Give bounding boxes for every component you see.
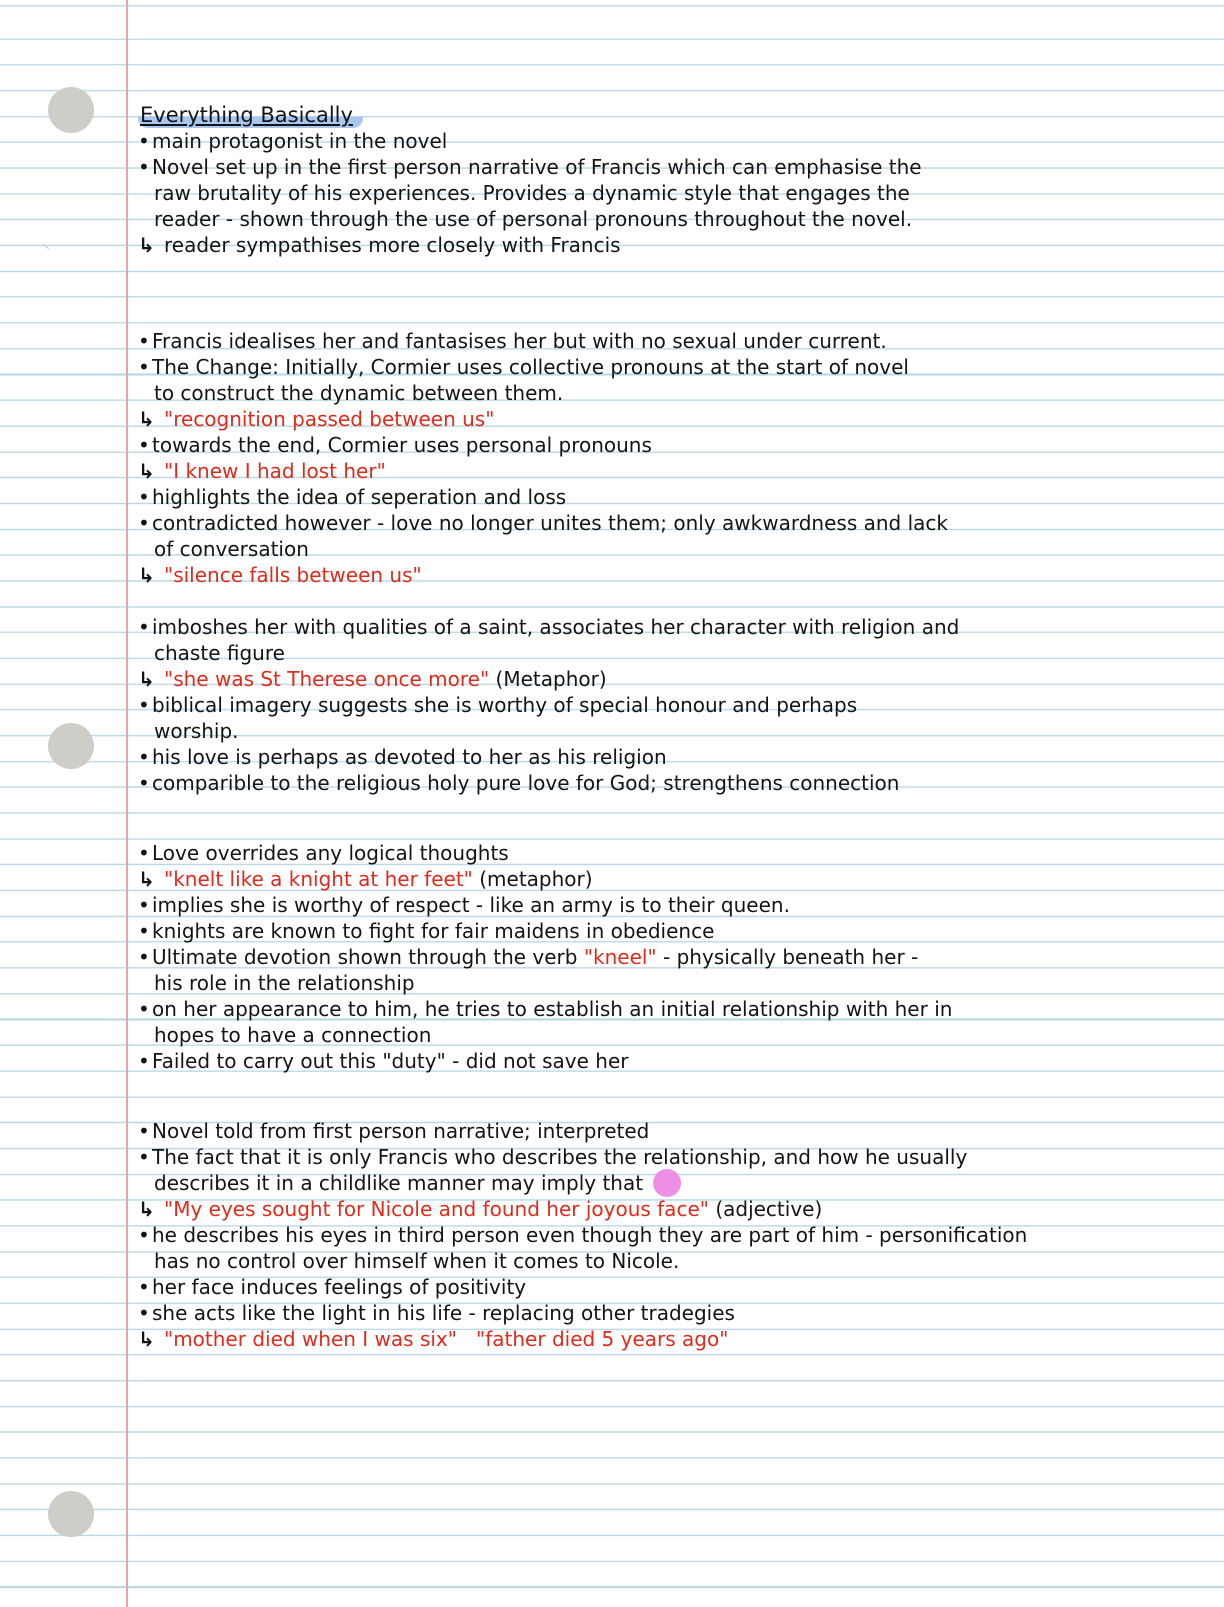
note-line [138, 510, 1208, 536]
title-line [138, 102, 1208, 128]
note-text: on her appearance to him, he tries to establish an initial relationship with her in [152, 997, 953, 1021]
note-text: reader sympathises more closely with Francis [164, 233, 621, 257]
note-text: her face induces feelings of positivity [152, 1275, 527, 1299]
bullet-icon: • [138, 1145, 150, 1169]
device-label: (Metaphor) [495, 667, 607, 691]
note-line [138, 1326, 1208, 1352]
note-line [138, 640, 1208, 666]
note-text: worship. [154, 719, 239, 743]
margin-line [126, 0, 128, 1607]
note-text: chaste figure [154, 641, 285, 665]
note-line [138, 562, 1208, 588]
arrow-icon: ↳ [138, 407, 155, 431]
bullet-icon: • [138, 329, 150, 353]
note-line [138, 1048, 1208, 1074]
bullet-icon: • [138, 433, 150, 457]
bullet-icon: • [138, 745, 150, 769]
note-line [138, 354, 1208, 380]
quote-text: "My eyes sought for Nicole and found her joyous face" [164, 1197, 709, 1221]
note-text: Love overrides any logical thoughts [152, 841, 509, 865]
bullet-icon: • [138, 1119, 150, 1143]
note-text: Francis idealises her and fantasises her but with no sexual under current. [152, 329, 887, 353]
note-text: Novel set up in the first person narrative of Francis which can emphasise the [152, 155, 922, 179]
quote-text: "knelt like a knight at her feet" [164, 867, 473, 891]
note-line [138, 1022, 1208, 1048]
pencil-mark [43, 244, 50, 250]
note-line [138, 866, 1208, 892]
arrow-icon: ↳ [138, 667, 155, 691]
note-line [138, 206, 1208, 232]
bullet-icon: • [138, 615, 150, 639]
quote-text: "silence falls between us" [164, 563, 422, 587]
note-line [138, 484, 1208, 510]
note-text: his love is perhaps as devoted to her as his religion [152, 745, 667, 769]
note-line [138, 614, 1208, 640]
note-line [138, 432, 1208, 458]
note-line [138, 692, 1208, 718]
handwritten-notes [138, 102, 1208, 1352]
note-text: towards the end, Cormier uses personal pronouns [152, 433, 652, 457]
note-line [138, 770, 1208, 796]
note-text: Ultimate devotion shown through the verb [152, 945, 578, 969]
note-text: describes it in a childlike manner may imply that [154, 1171, 644, 1195]
note-line [138, 1170, 1208, 1196]
note-text: she acts like the light in his life - replacing other tradegies [152, 1301, 735, 1325]
arrow-icon: ↳ [138, 867, 155, 891]
device-label: (metaphor) [479, 867, 593, 891]
note-line [138, 1248, 1208, 1274]
note-text: Failed to carry out this "duty" - did not save her [152, 1049, 629, 1073]
note-text: reader - shown through the use of personal pronouns throughout the novel. [154, 207, 913, 231]
note-text: implies she is worthy of respect - like an army is to their queen. [152, 893, 790, 917]
note-text: he describes his eyes in third person even though they are part of him - personification [152, 1223, 1028, 1247]
bullet-icon: • [138, 693, 150, 717]
note-line [138, 744, 1208, 770]
note-line [138, 840, 1208, 866]
punch-hole [48, 87, 94, 133]
note-line [138, 406, 1208, 432]
note-text: Novel told from first person narrative; interpreted [152, 1119, 650, 1143]
sticker-icon [653, 1169, 681, 1197]
note-line [138, 944, 1208, 970]
note-text: has no control over himself when it comes to Nicole. [154, 1249, 680, 1273]
page-title: Everything Basically [138, 102, 363, 128]
quote-text: "kneel" [583, 945, 657, 969]
note-text: - physically beneath her - [663, 945, 919, 969]
bullet-icon: • [138, 129, 150, 153]
bullet-icon: • [138, 893, 150, 917]
note-text: raw brutality of his experiences. Provides a dynamic style that engages the [154, 181, 910, 205]
note-line [138, 328, 1208, 354]
note-line [138, 666, 1208, 692]
note-line [138, 128, 1208, 154]
note-text: knights are known to fight for fair maidens in obedience [152, 919, 715, 943]
note-line [138, 380, 1208, 406]
bullet-icon: • [138, 485, 150, 509]
bullet-icon: • [138, 771, 150, 795]
note-line [138, 232, 1208, 258]
note-line [138, 1274, 1208, 1300]
arrow-icon: ↳ [138, 1197, 155, 1221]
bullet-icon: • [138, 155, 150, 179]
note-line [138, 1196, 1208, 1222]
arrow-icon: ↳ [138, 459, 155, 483]
note-text: comparible to the religious holy pure love for God; strengthens connection [152, 771, 900, 795]
quote-text: "mother died when I was six" [164, 1327, 457, 1351]
note-line [138, 1300, 1208, 1326]
note-line [138, 536, 1208, 562]
note-line [138, 996, 1208, 1022]
punch-hole [48, 1491, 94, 1537]
note-text: his role in the relationship [154, 971, 415, 995]
bullet-icon: • [138, 355, 150, 379]
bullet-icon: • [138, 841, 150, 865]
note-line [138, 718, 1208, 744]
arrow-icon: ↳ [138, 1327, 155, 1351]
bullet-icon: • [138, 1275, 150, 1299]
note-line [138, 970, 1208, 996]
quote-text: "I knew I had lost her" [164, 459, 386, 483]
note-line [138, 1222, 1208, 1248]
arrow-icon: ↳ [138, 233, 155, 257]
note-text: to construct the dynamic between them. [154, 381, 564, 405]
punch-hole [48, 723, 94, 769]
note-line [138, 892, 1208, 918]
note-text: The Change: Initially, Cormier uses collective pronouns at the start of novel [152, 355, 909, 379]
note-text: hopes to have a connection [154, 1023, 432, 1047]
note-line [138, 1144, 1208, 1170]
note-text: imboshes her with qualities of a saint, associates her character with religion and [152, 615, 960, 639]
note-line [138, 180, 1208, 206]
note-text: main protagonist in the novel [152, 129, 448, 153]
note-text: highlights the idea of seperation and loss [152, 485, 567, 509]
device-label: (adjective) [715, 1197, 823, 1221]
note-text: of conversation [154, 537, 309, 561]
note-line [138, 1118, 1208, 1144]
note-text: The fact that it is only Francis who describes the relationship, and how he usually [152, 1145, 968, 1169]
bullet-icon: • [138, 1301, 150, 1325]
bullet-icon: • [138, 1223, 150, 1247]
bullet-icon: • [138, 997, 150, 1021]
note-line [138, 154, 1208, 180]
quote-text: "she was St Therese once more" [164, 667, 490, 691]
note-line [138, 918, 1208, 944]
note-text: contradicted however - love no longer unites them; only awkwardness and lack [152, 511, 948, 535]
bullet-icon: • [138, 945, 150, 969]
quote-text: "father died 5 years ago" [476, 1327, 729, 1351]
bullet-icon: • [138, 1049, 150, 1073]
quote-text: "recognition passed between us" [164, 407, 495, 431]
bullet-icon: • [138, 919, 150, 943]
bullet-icon: • [138, 511, 150, 535]
note-line [138, 458, 1208, 484]
arrow-icon: ↳ [138, 563, 155, 587]
note-text: biblical imagery suggests she is worthy of special honour and perhaps [152, 693, 858, 717]
